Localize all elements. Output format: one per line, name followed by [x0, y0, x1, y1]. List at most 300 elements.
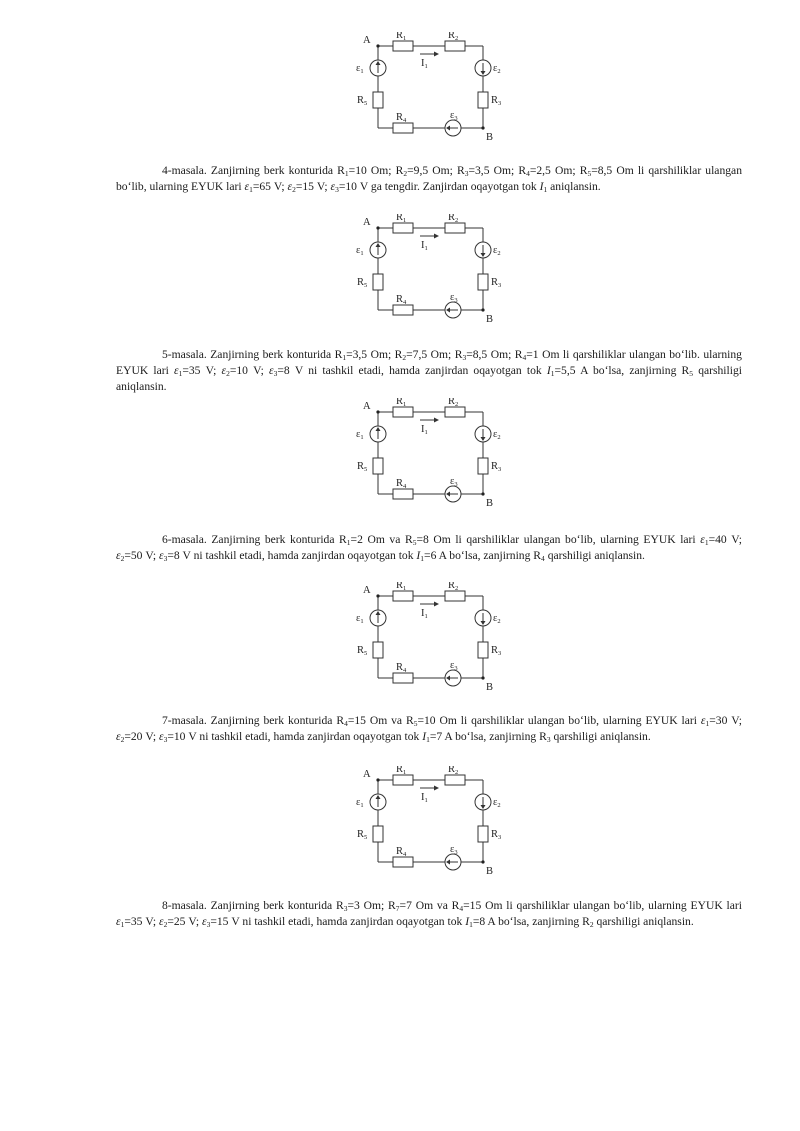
circuit-label-r1: R [396, 214, 404, 223]
circuit-label-e1: ε [356, 429, 361, 440]
svg-text:R2 [448, 32, 458, 42]
subscript: 3 [343, 904, 348, 913]
circuit-diagram [345, 398, 505, 508]
subscript: 3 [546, 735, 551, 745]
svg-text:ε3 [450, 476, 458, 488]
circuit-label-r3: R [491, 645, 499, 656]
svg-text:R5 [357, 95, 367, 107]
svg-text:I1 [421, 240, 428, 252]
resistor-r2 [445, 591, 465, 601]
subscript: 1 [249, 185, 253, 195]
circuit-label-i1: I [421, 792, 425, 803]
circuit-label-i1s: 1 [424, 797, 428, 804]
circuit-label-r4: R [396, 478, 404, 489]
svg-text:R5 [357, 461, 367, 473]
text-run: Zanjirning berk konturida R [210, 348, 343, 361]
svg-text:ε1 [356, 429, 364, 441]
resistor-r1 [393, 775, 413, 785]
problem-title: 5-masala. [162, 348, 207, 361]
svg-text:ε1 [356, 245, 364, 257]
text-run: qarshiligi aniqlansin. [593, 915, 694, 929]
circuit-svg [345, 32, 505, 142]
text-run: =9,5 Om; R [407, 164, 465, 177]
subscript: 1 [469, 920, 473, 930]
subscript: 3 [273, 369, 278, 379]
circuit-label-e3: ε [450, 110, 455, 121]
text-run: =50 V; [124, 549, 159, 563]
circuit-label-r4s: 4 [403, 667, 407, 674]
text-run: =8,5 Om; R [466, 348, 523, 361]
subscript: 2 [292, 185, 296, 195]
svg-text:R2 [448, 766, 458, 776]
svg-text:ε3 [450, 844, 458, 856]
circuit-label-i1s: 1 [424, 245, 428, 252]
circuit-diagram [345, 214, 505, 324]
text-run: aniqlansin. [547, 180, 601, 194]
circuit-label-e2s: 2 [497, 618, 501, 625]
text-run: =6 A bo‘lsa, zanjirning R [424, 549, 542, 563]
problem-text [116, 898, 742, 930]
subscript: 7 [395, 904, 400, 913]
circuit-label-e2s: 2 [497, 434, 501, 441]
circuit-label-e1s: 1 [360, 802, 364, 809]
circuit-label-b: B [486, 498, 494, 508]
svg-text:ε2 [493, 245, 501, 257]
circuit-label-r1: R [396, 766, 404, 775]
subscript: 1 [550, 369, 555, 379]
resistor-r1 [393, 223, 413, 233]
circuit-label-a: A [363, 35, 371, 46]
subscript: 5 [587, 169, 592, 178]
subscript: 2 [163, 920, 168, 930]
text-run: Zanjirning berk konturida R [210, 164, 345, 177]
circuit-label-r1: R [396, 398, 404, 407]
circuit-label-e1s: 1 [360, 68, 364, 75]
circuit-label-r4: R [396, 662, 404, 673]
circuit-label-r3s: 3 [498, 100, 502, 107]
circuit-label-r2s: 2 [455, 401, 459, 408]
circuit-label-r2: R [448, 766, 456, 775]
circuit-diagram [345, 766, 505, 876]
subscript: 2 [120, 735, 125, 745]
text-run: =10 V ga tengdir. Zanjirdan oqayotgan tok [338, 180, 540, 194]
text-run: =2,5 Om; R [529, 164, 588, 177]
subscript: 4 [344, 719, 348, 728]
circuit-label-r5: R [357, 829, 365, 840]
resistor-r3 [478, 826, 488, 842]
problem-title: 7-masala. [162, 714, 207, 727]
circuit-diagram [345, 582, 505, 692]
text-run: =3 Om; R [347, 899, 396, 912]
circuit-svg [345, 766, 505, 876]
svg-text:I1 [421, 792, 428, 804]
text-run: =3,5 Om; R [346, 348, 403, 361]
circuit-label-r3s: 3 [498, 650, 502, 657]
resistor-r4 [393, 857, 413, 867]
subscript: 2 [589, 920, 594, 930]
resistor-r5 [373, 92, 383, 108]
circuit-label-r3s: 3 [498, 282, 502, 289]
circuit-label-e2: ε [493, 797, 498, 808]
circuit-label-e3s: 3 [454, 665, 458, 672]
emf-symbol: ε [159, 549, 164, 563]
circuit-label-e3s: 3 [454, 297, 458, 304]
subscript: 3 [464, 169, 469, 178]
resistor-r1 [393, 407, 413, 417]
circuit-label-r5s: 5 [364, 100, 368, 107]
circuit-label-e2s: 2 [497, 802, 501, 809]
current-symbol: I [546, 364, 551, 378]
circuit-label-r4: R [396, 112, 404, 123]
circuit-label-b: B [486, 866, 494, 876]
svg-text:R5 [357, 277, 367, 289]
circuit-svg [345, 214, 505, 324]
current-symbol: I [416, 549, 421, 563]
circuit-label-r3s: 3 [498, 834, 502, 841]
circuit-label-r5: R [357, 461, 365, 472]
subscript: 3 [163, 554, 168, 564]
subscript: 1 [420, 554, 425, 564]
subscript: 5 [689, 369, 694, 379]
circuit-label-r5s: 5 [364, 650, 368, 657]
subscript: 3 [462, 353, 467, 362]
emf-symbol: ε [159, 730, 164, 744]
subscript: 3 [335, 185, 339, 195]
circuit-label-r2s: 2 [455, 769, 459, 776]
problem-text [116, 347, 742, 396]
circuit-label-r1s: 1 [403, 401, 407, 408]
text-run: =10 V; [229, 364, 270, 378]
text-run: Zanjirning berk konturida R [210, 714, 345, 727]
circuit-label-e3s: 3 [454, 481, 458, 488]
text-run: =7,5 Om; R [406, 348, 463, 361]
svg-text:B [486, 866, 493, 876]
svg-text:R3 [491, 645, 501, 657]
resistor-r3 [478, 274, 488, 290]
svg-text:R3 [491, 829, 501, 841]
emf-symbol: ε [221, 364, 227, 378]
emf-symbol: ε [269, 364, 274, 378]
text-run: =7 A bo‘lsa, zanjirning R [429, 730, 547, 744]
circuit-label-r3: R [491, 829, 499, 840]
resistor-r5 [373, 826, 383, 842]
subscript: 1 [120, 920, 125, 930]
svg-text:ε2 [493, 63, 501, 75]
text-run: =25 V; [167, 915, 202, 929]
subscript: 1 [543, 185, 548, 195]
circuit-label-r1s: 1 [403, 217, 407, 224]
svg-text:A [363, 217, 371, 228]
circuit-label-r1s: 1 [403, 35, 407, 42]
text-run: =15 Om li qarshiliklar ulangan bo‘lib, ularning EYUK lari [463, 899, 742, 912]
circuit-label-r5: R [357, 645, 365, 656]
resistor-r4 [393, 305, 413, 315]
circuit-label-e2: ε [493, 63, 498, 74]
current-symbol: I [539, 180, 544, 194]
resistor-r5 [373, 458, 383, 474]
circuit-label-r4: R [396, 846, 404, 857]
circuit-label-b: B [486, 132, 494, 142]
svg-text:ε1 [356, 797, 364, 809]
problem-title: 6-masala. [162, 533, 207, 546]
subscript: 2 [403, 169, 408, 178]
text-run: =30 V; [709, 714, 742, 727]
text-run: qarshiligi aniqlansin. [116, 364, 742, 394]
circuit-label-r1s: 1 [403, 585, 407, 592]
resistor-r2 [445, 407, 465, 417]
resistor-r5 [373, 642, 383, 658]
svg-text:R1 [396, 582, 406, 592]
emf-symbol: ε [700, 533, 705, 546]
circuit-label-i1: I [421, 58, 425, 69]
svg-text:R4 [396, 294, 407, 306]
resistor-r4 [393, 673, 413, 683]
resistor-r5 [373, 274, 383, 290]
circuit-label-e1: ε [356, 797, 361, 808]
circuit-label-r2s: 2 [455, 35, 459, 42]
subscript: 4 [522, 353, 527, 362]
circuit-label-e3: ε [450, 476, 455, 487]
svg-text:R3 [491, 95, 501, 107]
svg-text:R4 [396, 846, 407, 858]
circuit-label-e2: ε [493, 429, 498, 440]
text-run: =35 V; [124, 915, 159, 929]
circuit-label-r2: R [448, 32, 456, 41]
circuit-label-e2s: 2 [497, 68, 501, 75]
resistor-r3 [478, 92, 488, 108]
text-run: =20 V; [124, 730, 159, 744]
text-run: qarshiligi aniqlansin. [550, 730, 651, 744]
circuit-label-e3: ε [450, 660, 455, 671]
svg-text:R1 [396, 214, 406, 224]
text-run: =8,5 Om li qarshiliklar ulangan bo‘lib, ularning EYUK lari [116, 164, 742, 194]
circuit-label-e1: ε [356, 63, 361, 74]
circuit-label-r3: R [491, 461, 499, 472]
text-run: =1 Om li qarshiliklar ulangan bo‘lib. ularning EYUK lari [116, 348, 742, 378]
svg-text:A [363, 35, 371, 46]
resistor-r4 [393, 123, 413, 133]
svg-text:R2 [448, 398, 458, 408]
resistor-r3 [478, 642, 488, 658]
circuit-label-i1: I [421, 608, 425, 619]
emf-symbol: ε [159, 915, 164, 929]
emf-symbol: ε [116, 730, 121, 744]
text-run: =8 Om li qarshiliklar ulangan bo‘lib, ularning EYUK lari [416, 533, 701, 546]
text-run: Zanjirning berk konturida R [211, 533, 347, 546]
circuit-label-r2: R [448, 582, 456, 591]
svg-text:R1 [396, 32, 406, 42]
circuit-svg [345, 582, 505, 692]
emf-symbol: ε [244, 180, 250, 194]
svg-text:A [363, 769, 371, 780]
circuit-label-r1: R [396, 32, 404, 41]
svg-text:ε3 [450, 110, 458, 122]
circuit-label-b: B [486, 682, 494, 692]
svg-text:ε3 [450, 292, 458, 304]
subscript: 4 [459, 904, 464, 913]
problem-text [116, 713, 742, 745]
subscript: 2 [226, 369, 230, 379]
svg-text:ε1 [356, 63, 364, 75]
circuit-label-r2: R [448, 398, 456, 407]
text-run: =8 V ni tashkil etadi, hamda zanjirdan oqayotgan tok [277, 364, 547, 378]
subscript: 5 [413, 719, 418, 728]
circuit-label-r4s: 4 [403, 299, 407, 306]
text-run: =65 V; [252, 180, 288, 194]
circuit-label-r5s: 5 [364, 834, 368, 841]
text-run: =5,5 A bo‘lsa, zanjirning R [554, 364, 690, 378]
current-symbol: I [422, 730, 427, 744]
emf-symbol: ε [202, 915, 207, 929]
svg-text:ε2 [493, 797, 501, 809]
circuit-label-e2: ε [493, 613, 498, 624]
circuit-label-r4s: 4 [403, 483, 407, 490]
svg-text:A [363, 401, 371, 412]
problem-title: 8-masala. [162, 899, 207, 912]
circuit-label-r3: R [491, 95, 499, 106]
circuit-label-i1s: 1 [424, 429, 428, 436]
subscript: 4 [526, 169, 530, 178]
svg-text:ε2 [493, 429, 501, 441]
circuit-label-e3s: 3 [454, 849, 458, 856]
circuit-label-a: A [363, 769, 371, 780]
circuit-label-a: A [363, 401, 371, 412]
problem-title: 4-masala. [162, 164, 207, 177]
svg-text:I1 [421, 58, 428, 70]
resistor-r1 [393, 41, 413, 51]
svg-text:R1 [396, 766, 406, 776]
circuit-label-e2: ε [493, 245, 498, 256]
text-run: =10 V ni tashkil etadi, hamda zanjirdan oqayotgan tok [167, 730, 423, 744]
svg-text:B [486, 682, 493, 692]
circuit-label-e1s: 1 [360, 250, 364, 257]
circuit-label-r2s: 2 [455, 585, 459, 592]
svg-text:R4 [396, 478, 407, 490]
circuit-label-i1: I [421, 424, 425, 435]
emf-symbol: ε [173, 364, 179, 378]
problem-text [116, 532, 742, 564]
circuit-label-e1s: 1 [360, 618, 364, 625]
circuit-label-r5s: 5 [364, 466, 368, 473]
text-run: Zanjirning berk konturida R [210, 899, 344, 912]
circuit-label-e2s: 2 [497, 250, 501, 257]
subscript: 4 [541, 554, 545, 564]
resistor-r3 [478, 458, 488, 474]
circuit-label-r2s: 2 [455, 217, 459, 224]
text-run: =3,5 Om; R [468, 164, 527, 177]
svg-text:I1 [421, 608, 428, 620]
text-run: =8 A bo‘lsa, zanjirning R [472, 915, 590, 929]
text-run: =35 V; [182, 364, 222, 378]
text-run: =2 Om va R [350, 533, 413, 546]
circuit-label-r5: R [357, 277, 365, 288]
circuit-label-i1s: 1 [424, 63, 428, 70]
svg-text:B [486, 132, 493, 142]
emf-symbol: ε [700, 714, 706, 727]
circuit-label-b: B [486, 314, 494, 324]
circuit-label-i1s: 1 [424, 613, 428, 620]
circuit-label-e3: ε [450, 292, 455, 303]
text-run: =8 V ni tashkil etadi, hamda zanjirdan oqayotgan tok [167, 549, 417, 563]
resistor-r2 [445, 41, 465, 51]
problem-text [116, 163, 742, 195]
resistor-r2 [445, 775, 465, 785]
svg-text:I1 [421, 424, 428, 436]
emf-symbol: ε [287, 180, 293, 194]
circuit-label-e3: ε [450, 844, 455, 855]
subscript: 2 [402, 353, 407, 362]
current-symbol: I [465, 915, 470, 929]
emf-symbol: ε [330, 180, 336, 194]
circuit-label-r5: R [357, 95, 365, 106]
svg-text:B [486, 498, 493, 508]
circuit-label-r4s: 4 [403, 117, 407, 124]
subscript: 1 [342, 353, 347, 362]
svg-text:B [486, 314, 493, 324]
text-run: =7 Om va R [399, 899, 460, 912]
svg-text:R3 [491, 461, 501, 473]
svg-text:R2 [448, 214, 458, 224]
svg-text:R3 [491, 277, 501, 289]
subscript: 3 [163, 735, 168, 745]
resistor-r1 [393, 591, 413, 601]
svg-text:R4 [396, 662, 407, 674]
circuit-label-r2: R [448, 214, 456, 223]
subscript: 1 [178, 369, 183, 379]
subscript: 1 [426, 735, 430, 745]
svg-text:R2 [448, 582, 458, 592]
circuit-label-i1: I [421, 240, 425, 251]
svg-text:R5 [357, 645, 367, 657]
text-run: =10 Om li qarshiliklar ulangan bo‘lib, ularning EYUK lari [417, 714, 701, 727]
circuit-label-r4s: 4 [403, 851, 407, 858]
circuit-label-e1: ε [356, 245, 361, 256]
circuit-label-r3s: 3 [498, 466, 502, 473]
circuit-label-r4: R [396, 294, 404, 305]
subscript: 1 [705, 719, 710, 728]
emf-symbol: ε [116, 549, 121, 563]
circuit-label-r5s: 5 [364, 282, 368, 289]
circuit-label-r3: R [491, 277, 499, 288]
text-run: qarshiligi aniqlansin. [544, 549, 645, 563]
circuit-label-e3s: 3 [454, 115, 458, 122]
subscript: 1 [344, 169, 349, 178]
svg-text:R5 [357, 829, 367, 841]
circuit-label-a: A [363, 217, 371, 228]
subscript: 3 [206, 920, 211, 930]
text-run: =40 V; [708, 533, 743, 546]
subscript: 1 [704, 538, 709, 547]
circuit-diagram [345, 32, 505, 142]
text-run: =10 Om; R [348, 164, 404, 177]
resistor-r4 [393, 489, 413, 499]
svg-text:R4 [396, 112, 407, 124]
svg-text:A [363, 585, 371, 596]
circuit-label-r1: R [396, 582, 404, 591]
subscript: 2 [120, 554, 125, 564]
text-run: =15 V ni tashkil etadi, hamda zanjirdan oqayotgan tok [210, 915, 466, 929]
circuit-svg [345, 398, 505, 508]
svg-text:ε1 [356, 613, 364, 625]
emf-symbol: ε [116, 915, 121, 929]
subscript: 5 [412, 538, 417, 547]
text-run: =15 V; [295, 180, 331, 194]
text-run: =15 Om va R [347, 714, 414, 727]
circuit-label-a: A [363, 585, 371, 596]
circuit-label-e1: ε [356, 613, 361, 624]
circuit-label-e1s: 1 [360, 434, 364, 441]
circuit-label-r1s: 1 [403, 769, 407, 776]
